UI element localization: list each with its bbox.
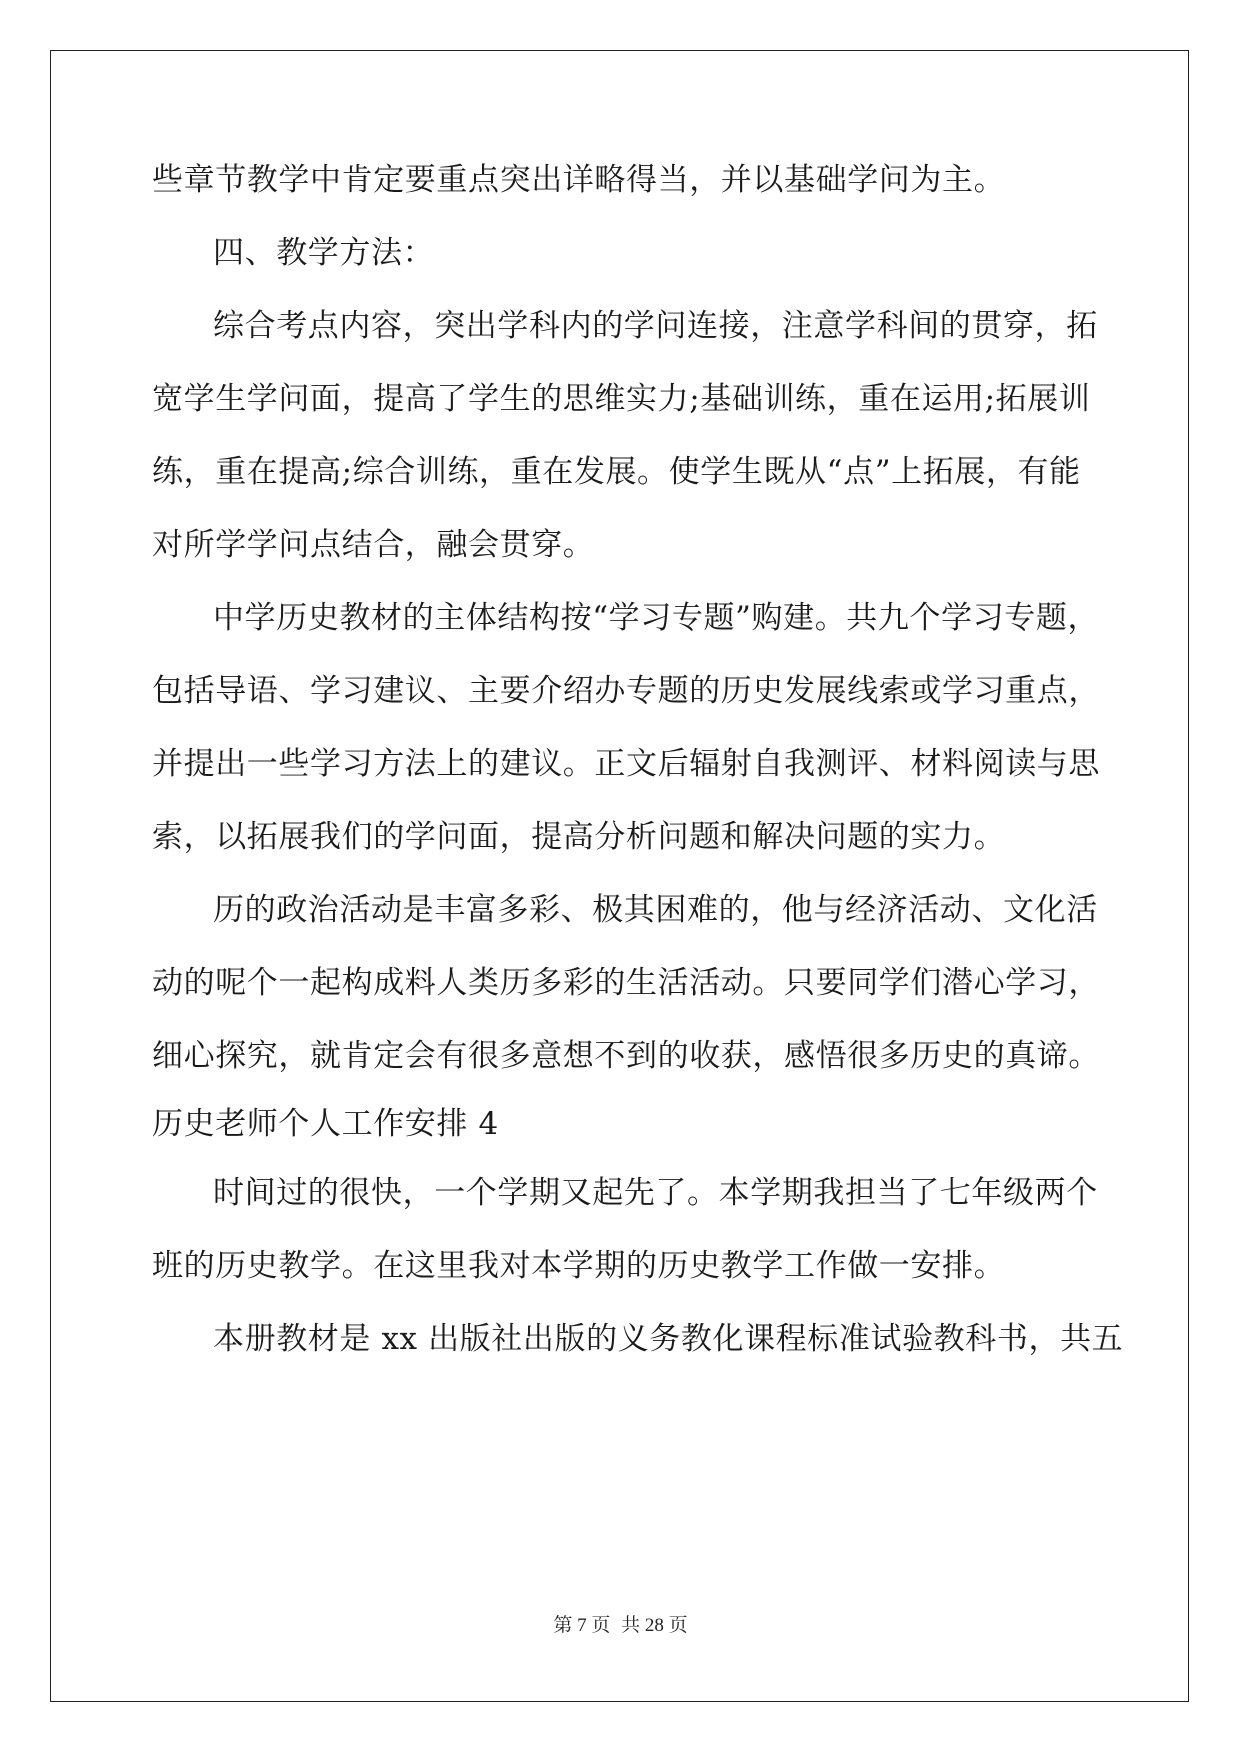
text-line: 对所学学问点结合，融会贯穿。 bbox=[152, 527, 595, 563]
text-line: 时间过的很快，一个学期又起先了。本学期我担当了七年级两个 bbox=[213, 1175, 1098, 1211]
text-line: 本册教材是 xx 出版社出版的义务教化课程标准试验教科书，共五 bbox=[213, 1321, 1124, 1357]
text-line: 并提出一些学习方法上的建议。正文后辐射自我测评、材料阅读与思 bbox=[152, 746, 1100, 782]
text-line: 细心探究，就肯定会有很多意想不到的收获，感悟很多历史的真谛。 bbox=[152, 1038, 1100, 1074]
text-line: 宽学生学问面，提高了学生的思维实力;基础训练，重在运用;拓展训 bbox=[152, 381, 1091, 417]
section-heading: 四、教学方法： bbox=[213, 235, 435, 271]
text-line: 包括导语、学习建议、主要介绍办专题的历史发展线索或学习重点， bbox=[152, 673, 1100, 709]
text-line: 综合考点内容，突出学科内的学问连接，注意学科间的贯穿，拓 bbox=[213, 308, 1098, 344]
page-total: 共 28 页 bbox=[621, 1615, 688, 1636]
text-line: 中学历史教材的主体结构按“学习专题”购建。共九个学习专题， bbox=[213, 600, 1100, 636]
text-line: 练，重在提高;综合训练，重在发展。使学生既从“点”上拓展，有能 bbox=[152, 454, 1081, 490]
section-title: 历史老师个人工作安排 4 bbox=[152, 1106, 499, 1142]
text-line: 些章节教学中肯定要重点突出详略得当，并以基础学问为主。 bbox=[152, 162, 1006, 198]
text-line: 索，以拓展我们的学问面，提高分析问题和解决问题的实力。 bbox=[152, 819, 1006, 855]
text-line: 历的政治活动是丰富多彩、极其困难的，他与经济活动、文化活 bbox=[213, 892, 1098, 928]
page-frame bbox=[50, 50, 1189, 1702]
page-number: 第 7 页 bbox=[553, 1615, 611, 1636]
text-line: 动的呢个一起构成料人类历多彩的生活活动。只要同学们潜心学习， bbox=[152, 965, 1100, 1001]
text-line: 班的历史教学。在这里我对本学期的历史教学工作做一安排。 bbox=[152, 1248, 1006, 1284]
page-footer bbox=[0, 1610, 1241, 1637]
